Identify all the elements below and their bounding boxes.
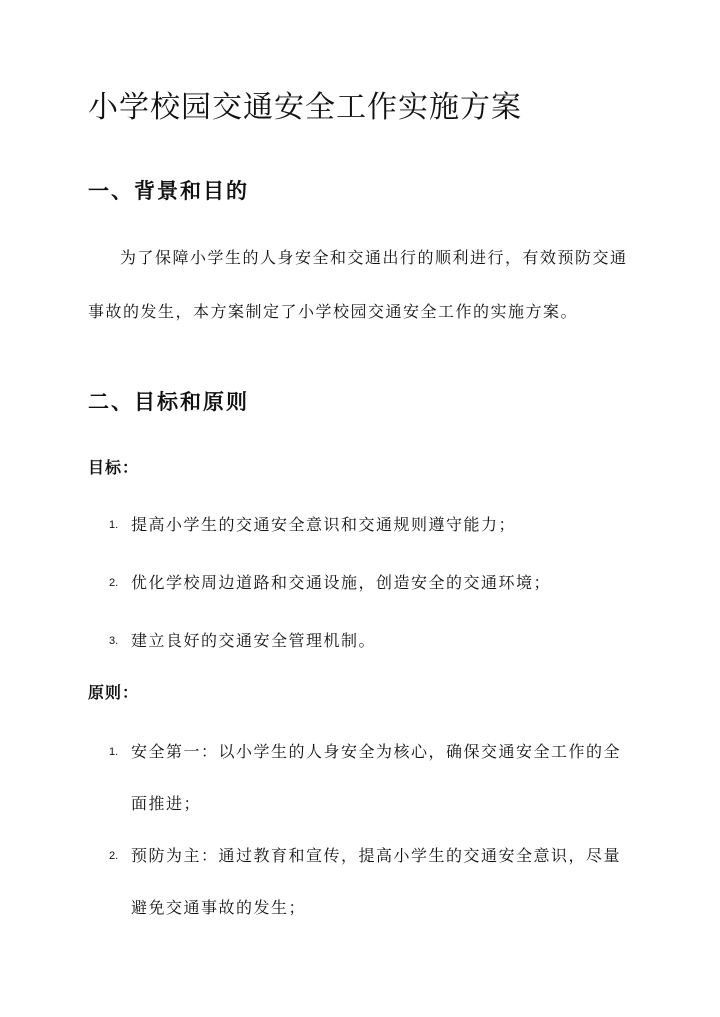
list-item-number: 3. [109, 635, 119, 647]
list-item-text: 建立良好的交通安全管理机制。 [131, 631, 377, 650]
list-item-text: 提高小学生的交通安全意识和交通规则遵守能力； [131, 515, 517, 534]
goals-list [88, 496, 636, 670]
list-item [88, 554, 636, 612]
list-item [88, 496, 636, 554]
list-item [88, 612, 636, 670]
list-item [88, 830, 636, 934]
list-item-text: 预防为主：通过教育和宣传，提高小学生的交通安全意识，尽量避免交通事故的发生； [131, 846, 622, 917]
goals-label: 目标： [88, 458, 140, 477]
section-heading-background: 一、背景和目的 [88, 178, 249, 203]
list-item-number: 2. [109, 577, 119, 589]
principles-list [88, 726, 636, 934]
list-item-number: 1. [109, 746, 119, 758]
list-item-text: 安全第一：以小学生的人身安全为核心，确保交通安全工作的全面推进； [131, 742, 622, 813]
section-heading-goals-principles: 二、目标和原则 [88, 389, 249, 414]
list-item-text: 优化学校周边道路和交通设施，创造安全的交通环境； [131, 573, 552, 592]
document-title: 小学校园交通安全工作实施方案 [88, 90, 522, 125]
background-paragraph: 为了保障小学生的人身安全和交通出行的顺利进行，有效预防交通事故的发生，本方案制定了小学校园交通安全工作的实施方案。 [88, 248, 628, 321]
list-item-number: 1. [109, 519, 119, 531]
list-item-number: 2. [109, 850, 119, 862]
list-item [88, 726, 636, 830]
principles-label: 原则： [88, 683, 140, 702]
